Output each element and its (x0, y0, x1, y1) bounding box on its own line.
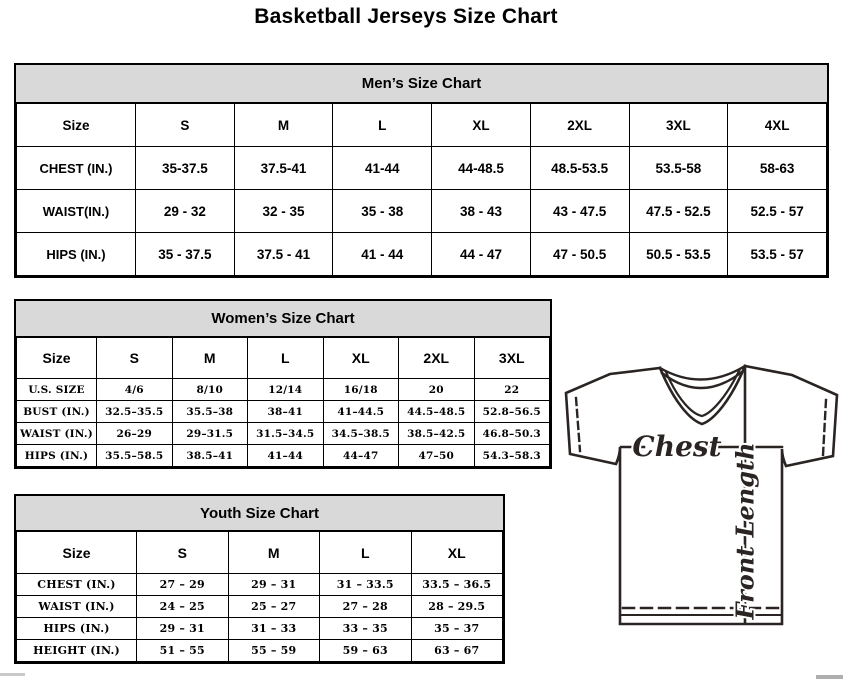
chest-label: Chest (632, 430, 722, 463)
column-header: 3XL (629, 104, 728, 147)
size-value-cell: 20 (399, 379, 475, 401)
size-value-cell: 35 - 37.5 (136, 233, 235, 276)
size-value-cell: 29 – 31 (137, 618, 229, 640)
size-value-cell: 8/10 (172, 379, 248, 401)
row-label: HEIGHT (IN.) (17, 640, 137, 662)
table-row (17, 445, 550, 467)
size-value-cell: 38–41 (248, 401, 324, 423)
size-value-cell: 29 - 32 (136, 190, 235, 233)
table-title: Youth Size Chart (16, 496, 503, 531)
size-value-cell: 34.5–38.5 (323, 423, 399, 445)
column-header: Size (17, 338, 97, 379)
size-table-grid (16, 337, 550, 467)
column-header: S (97, 338, 173, 379)
size-value-cell: 47–50 (399, 445, 475, 467)
column-header: XL (432, 104, 531, 147)
size-value-cell: 35 - 38 (333, 190, 432, 233)
size-table-grid (16, 531, 503, 662)
size-value-cell: 41–44.5 (323, 401, 399, 423)
left-sleeve-dashed-line (576, 398, 580, 451)
column-header: S (136, 104, 235, 147)
size-value-cell: 44–47 (323, 445, 399, 467)
column-header: 2XL (399, 338, 475, 379)
size-value-cell: 31 – 33.5 (320, 574, 412, 596)
size-value-cell: 32 - 35 (234, 190, 333, 233)
row-label: BUST (IN.) (17, 401, 97, 423)
table-row (17, 379, 550, 401)
jersey-measurement-diagram (556, 356, 843, 634)
table-row (17, 401, 550, 423)
column-header: 4XL (728, 104, 827, 147)
table-row (17, 190, 827, 233)
size-value-cell: 44 - 47 (432, 233, 531, 276)
size-value-cell: 32.5–35.5 (97, 401, 173, 423)
row-label: WAIST (IN.) (17, 596, 137, 618)
page-title: Basketball Jerseys Size Chart (254, 5, 558, 28)
size-value-cell: 41–44 (248, 445, 324, 467)
column-header: L (320, 532, 412, 574)
table-row (17, 596, 503, 618)
column-header: Size (17, 532, 137, 574)
size-value-cell: 33 – 35 (320, 618, 412, 640)
size-value-cell: 22 (474, 379, 550, 401)
table-row (17, 640, 503, 662)
size-value-cell: 50.5 - 53.5 (629, 233, 728, 276)
size-value-cell: 25 – 27 (228, 596, 320, 618)
size-value-cell: 47 - 50.5 (530, 233, 629, 276)
table-title: Women’s Size Chart (16, 301, 550, 337)
size-value-cell: 53.5-58 (629, 147, 728, 190)
column-header: 3XL (474, 338, 550, 379)
size-value-cell: 12/14 (248, 379, 324, 401)
size-value-cell: 55 – 59 (228, 640, 320, 662)
row-label: CHEST (IN.) (17, 147, 136, 190)
size-value-cell: 27 – 28 (320, 596, 412, 618)
youth-size-chart-table (14, 494, 505, 664)
size-value-cell: 59 – 63 (320, 640, 412, 662)
row-label: WAIST(IN.) (17, 190, 136, 233)
column-header: M (234, 104, 333, 147)
size-value-cell: 35-37.5 (136, 147, 235, 190)
size-value-cell: 24 – 25 (137, 596, 229, 618)
size-value-cell: 54.3–58.3 (474, 445, 550, 467)
size-value-cell: 52.8–56.5 (474, 401, 550, 423)
size-value-cell: 37.5 - 41 (234, 233, 333, 276)
size-value-cell: 52.5 - 57 (728, 190, 827, 233)
size-value-cell: 35.5–38 (172, 401, 248, 423)
column-header: 2XL (530, 104, 629, 147)
size-value-cell: 4/6 (97, 379, 173, 401)
size-value-cell: 48.5-53.5 (530, 147, 629, 190)
size-table-grid (16, 103, 827, 276)
jersey-outline (566, 366, 837, 624)
column-header: Size (17, 104, 136, 147)
size-value-cell: 35.5–58.5 (97, 445, 173, 467)
size-value-cell: 31 – 33 (228, 618, 320, 640)
size-value-cell: 35 – 37 (411, 618, 503, 640)
row-label: HIPS (IN.) (17, 618, 137, 640)
size-value-cell: 38 - 43 (432, 190, 531, 233)
size-value-cell: 43 - 47.5 (530, 190, 629, 233)
column-header: S (137, 532, 229, 574)
size-value-cell: 31.5–34.5 (248, 423, 324, 445)
row-label: CHEST (IN.) (17, 574, 137, 596)
front-length-label: Front Length (730, 442, 760, 620)
size-value-cell: 46.8–50.3 (474, 423, 550, 445)
table-row (17, 147, 827, 190)
size-value-cell: 44-48.5 (432, 147, 531, 190)
table-row (17, 423, 550, 445)
size-value-cell: 33.5 – 36.5 (411, 574, 503, 596)
size-value-cell: 28 – 29.5 (411, 596, 503, 618)
size-value-cell: 47.5 - 52.5 (629, 190, 728, 233)
size-value-cell: 16/18 (323, 379, 399, 401)
size-value-cell: 29–31.5 (172, 423, 248, 445)
size-value-cell: 26–29 (97, 423, 173, 445)
row-label: HIPS (IN.) (17, 445, 97, 467)
column-header: XL (411, 532, 503, 574)
column-header: M (172, 338, 248, 379)
size-value-cell: 38.5–41 (172, 445, 248, 467)
size-value-cell: 51 – 55 (137, 640, 229, 662)
row-label: WAIST (IN.) (17, 423, 97, 445)
womens-size-chart-table (14, 299, 552, 469)
right-sleeve-dashed-line (823, 400, 826, 455)
scrollbar-artifact-left (0, 673, 25, 676)
table-row (17, 574, 503, 596)
size-value-cell: 37.5-41 (234, 147, 333, 190)
size-value-cell: 53.5 - 57 (728, 233, 827, 276)
table-row (17, 233, 827, 276)
scrollbar-artifact-right (816, 675, 843, 679)
size-value-cell: 38.5–42.5 (399, 423, 475, 445)
column-header: M (228, 532, 320, 574)
size-value-cell: 63 – 67 (411, 640, 503, 662)
size-value-cell: 44.5–48.5 (399, 401, 475, 423)
table-row (17, 618, 503, 640)
size-value-cell: 41 - 44 (333, 233, 432, 276)
column-header: L (248, 338, 324, 379)
table-title: Men’s Size Chart (16, 65, 827, 103)
column-header: XL (323, 338, 399, 379)
mens-size-chart-table (14, 63, 829, 278)
row-label: U.S. SIZE (17, 379, 97, 401)
size-value-cell: 27 – 29 (137, 574, 229, 596)
size-value-cell: 29 – 31 (228, 574, 320, 596)
column-header: L (333, 104, 432, 147)
size-value-cell: 58-63 (728, 147, 827, 190)
size-value-cell: 41-44 (333, 147, 432, 190)
row-label: HIPS (IN.) (17, 233, 136, 276)
